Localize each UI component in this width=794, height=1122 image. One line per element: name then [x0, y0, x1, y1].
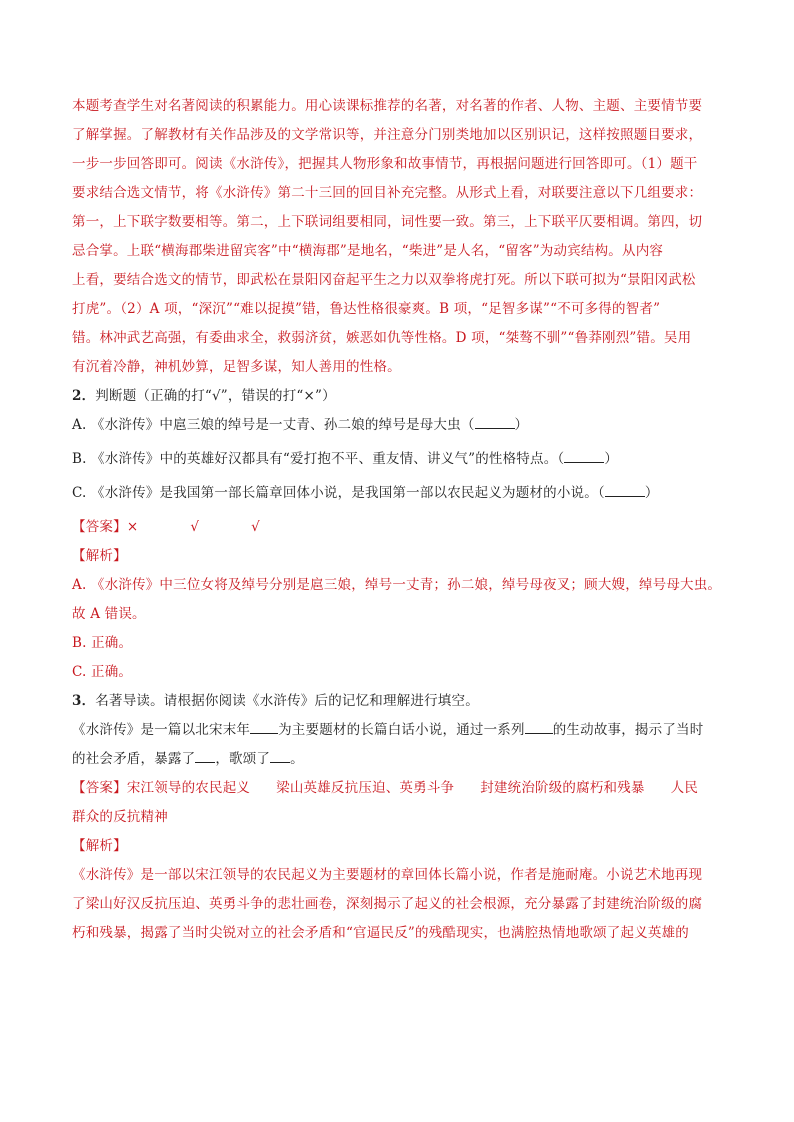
fill-line — [72, 716, 724, 745]
fill-blank[interactable] — [195, 762, 215, 763]
answer-wrap: 群众的反抗精神 — [72, 809, 168, 825]
analysis-line: 错。林冲武艺高强，有委曲求全，救弱济贫，嫉恶如仇等性格。D 项，“桀骜不驯”“鲁莽刚烈”错。吴用 — [72, 330, 692, 346]
answer-item: 梁山英雄反抗压迫、英勇斗争 — [276, 780, 455, 796]
question-stem — [72, 382, 724, 411]
fill-text: 的社会矛盾，暴露了 — [72, 751, 196, 767]
analysis-line: 朽和残暴，揭露了当时尖锐对立的社会矛盾和“官逼民反”的残酷现实，也满腔热情地歌颂了起义英雄的 — [72, 925, 690, 941]
answer-item: × — [126, 519, 139, 535]
analysis-line: 上看，要结合选文的情节，即武松在景阳冈奋起平生之力以双拳将虎打死。所以下联可拟为“景阳冈武松 — [72, 272, 696, 288]
answer-blank[interactable] — [605, 496, 645, 497]
answer-line — [72, 513, 724, 542]
option-c — [72, 479, 724, 508]
analysis-line: B. 正确。 — [72, 635, 133, 651]
question-stem — [72, 687, 724, 716]
answer-line — [72, 774, 724, 803]
option-close: ） — [644, 485, 659, 501]
option-close: ） — [604, 451, 619, 467]
document-page — [72, 92, 724, 948]
analysis-line: 故 A 错误。 — [72, 606, 146, 622]
option-text: B. 《水浒传》中的英雄好汉都具有“爱打抱不平、重友情、讲义气”的性格特点。（ — [72, 451, 565, 467]
q1-analysis — [72, 92, 724, 382]
analysis-line: 一步一步回答即可。阅读《水浒传》，把握其人物形象和故事情节，再根据问题进行回答即可。（1）题干 — [72, 156, 698, 172]
option-close: ） — [514, 417, 529, 433]
question-number: 3． — [72, 693, 96, 709]
analysis-line: 了解掌握。了解教材有关作品涉及的文学常识等，并注意分门别类地加以区别识记，这样按照题目要求， — [72, 127, 703, 143]
fill-text: ，歌颂了 — [215, 751, 271, 767]
analysis-line: 忌合掌。上联“横海郡柴进留宾客”中“横海郡”是地名，“柴进”是人名，“留客”为动宾结构。从内容 — [72, 243, 664, 259]
answer-item: 宋江领导的农民起义 — [126, 780, 251, 796]
answer-label: 【答案】 — [72, 519, 127, 535]
answer-item: √ — [190, 519, 200, 535]
analysis-line: 《水浒传》是一部以宋江领导的农民起义为主要题材的章回体长篇小说，作者是施耐庵。小说艺术地再现 — [72, 867, 703, 883]
answer-item: 人民 — [670, 780, 699, 796]
answer-item: 封建统治阶级的腐朽和残暴 — [480, 780, 645, 796]
option-text: A. 《水浒传》中扈三娘的绰号是一丈青、孙二娘的绰号是母大虫（ — [72, 417, 475, 433]
answer-label: 【答案】 — [72, 780, 127, 796]
analysis-label: 【解析】 — [72, 838, 127, 854]
answer-blank[interactable] — [475, 428, 515, 429]
fill-text: 的生动故事，揭示了当时 — [552, 722, 704, 738]
fill-text: 《水浒传》是一篇以北宋末年 — [72, 722, 251, 738]
fill-blank[interactable] — [270, 762, 290, 763]
analysis-line: C. 正确。 — [72, 664, 133, 680]
option-b — [72, 445, 724, 474]
option-text: C. 《水浒传》是我国第一部长篇章回体小说，是我国第一部以农民起义为题材的小说。（ — [72, 485, 605, 501]
fill-blank[interactable] — [525, 733, 553, 734]
analysis-line: 要求结合选文情节，将《水浒传》第二十三回的回目补充完整。从形式上看，对联要注意以下几组要求： — [72, 185, 703, 201]
analysis-line: A. 《水浒传》中三位女将及绰号分别是扈三娘，绰号一丈青；孙二娘，绰号母夜叉；顾大嫂，绰号母大虫。 — [72, 577, 722, 593]
answer-item: √ — [251, 519, 260, 535]
fill-text: 为主要题材的长篇白话小说，通过一系列 — [278, 722, 525, 738]
analysis-line: 了梁山好汉反抗压迫、英勇斗争的悲壮画卷，深刻揭示了起义的社会根源，充分暴露了封建统治阶级的腐 — [72, 896, 703, 912]
option-a — [72, 411, 724, 440]
analysis-line: 有沉着冷静，神机妙算，足智多谋，知人善用的性格。 — [72, 359, 401, 375]
answer-blank[interactable] — [564, 462, 604, 463]
analysis-label: 【解析】 — [72, 548, 127, 564]
fill-blank[interactable] — [250, 733, 278, 734]
analysis-line: 第一，上下联字数要相等。第二，上下联词组要相同，词性要一致。第三，上下联平仄要相调。第四，切 — [72, 214, 703, 230]
question-3 — [72, 687, 724, 948]
question-text: 名著导读。请根据你阅读《水浒传》后的记忆和理解进行填空。 — [95, 693, 479, 709]
analysis-line: 打虎”。（2）A 项，“深沉”“难以捉摸”错，鲁达性格很豪爽。B 项，“足智多谋”“不可多得的智者” — [72, 301, 661, 317]
question-number: 2． — [72, 388, 96, 404]
question-text: 判断题（正确的打“√”，错误的打“×”） — [95, 388, 336, 404]
fill-text: 。 — [290, 751, 304, 767]
question-2 — [72, 382, 724, 687]
fill-line — [72, 745, 724, 774]
analysis-line: 本题考查学生对名著阅读的积累能力。用心读课标推荐的名著，对名著的作者、人物、主题、主要情节要 — [72, 98, 703, 114]
